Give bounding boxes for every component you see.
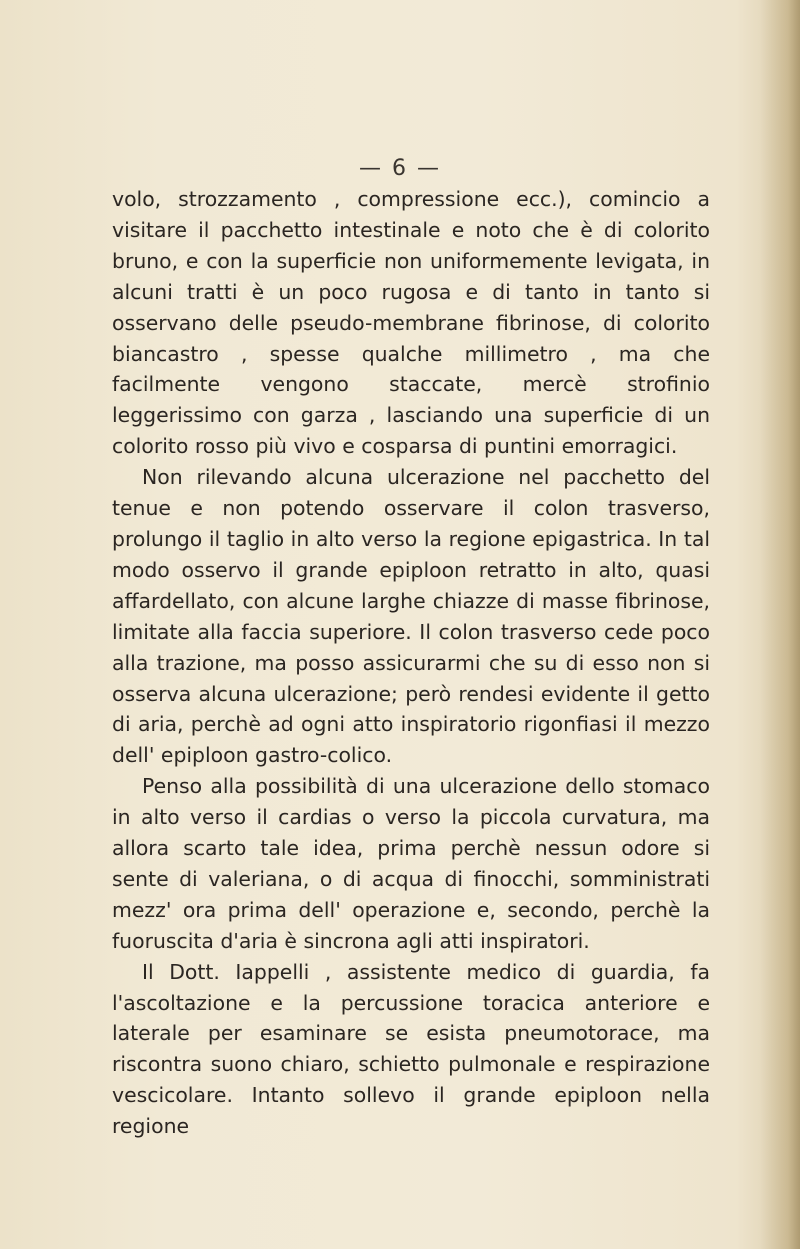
page-edge-shadow [760, 0, 800, 1249]
paragraph-1: volo, strozzamento , compressione ecc.), comincio a visitare il pacchetto intestinale e noto che è di colorito bruno, e con la superficie non uniformemente levigata, in alcuni tratti è un poco rugosa e di tanto in tanto si osservano delle pseudo-membrane fibrinose, di colorito biancastro , spesse qualche millimetro , ma che facilmente vengono staccate, mercè strofinio leggerissimo con garza , lasciando una superficie di un colorito rosso più vivo e cosparsa di puntini emorragici. [112, 187, 710, 459]
paragraph-4: Il Dott. Iappelli , assistente medico di guardia, fa l'ascoltazione e la percussione toracica anteriore e laterale per esaminare se esista pneumotorace, ma riscontra suono chiaro, schietto pulmonale e respirazione vescicolare. Intanto sollevo il grande epiploon nella regione [112, 959, 710, 1139]
body-text [112, 184, 710, 1142]
page-number: — 6 — [359, 156, 441, 181]
paragraph-3: Penso alla possibilità di una ulcerazione dello stomaco in alto verso il cardias o verso la piccola curvatura, ma allora scarto tale idea, prima perchè nessun odore si sente di valeriana, o di acqua di finocchi, somministrati mezz' ora prima dell' operazione e, secondo, perchè la fuoruscita d'aria è sincrona agli atti inspiratori. [112, 774, 710, 953]
paragraph-2: Non rilevando alcuna ulcerazione nel pacchetto del tenue e non potendo osservare il colon trasverso, prolungo il taglio in alto verso la regione epigastrica. In tal modo osservo il grande epiploon retratto in alto, quasi affardellato, con alcune larghe chiazze di masse fibrinose, limitate alla faccia superiore. Il colon trasverso cede poco alla trazione, ma posso assicurarmi che su di esso non si osserva alcuna ulcerazione; però rendesi evidente il getto di aria, perchè ad ogni atto inspiratorio rigonfiasi il mezzo dell' epiploon gastro-colico. [112, 465, 710, 768]
